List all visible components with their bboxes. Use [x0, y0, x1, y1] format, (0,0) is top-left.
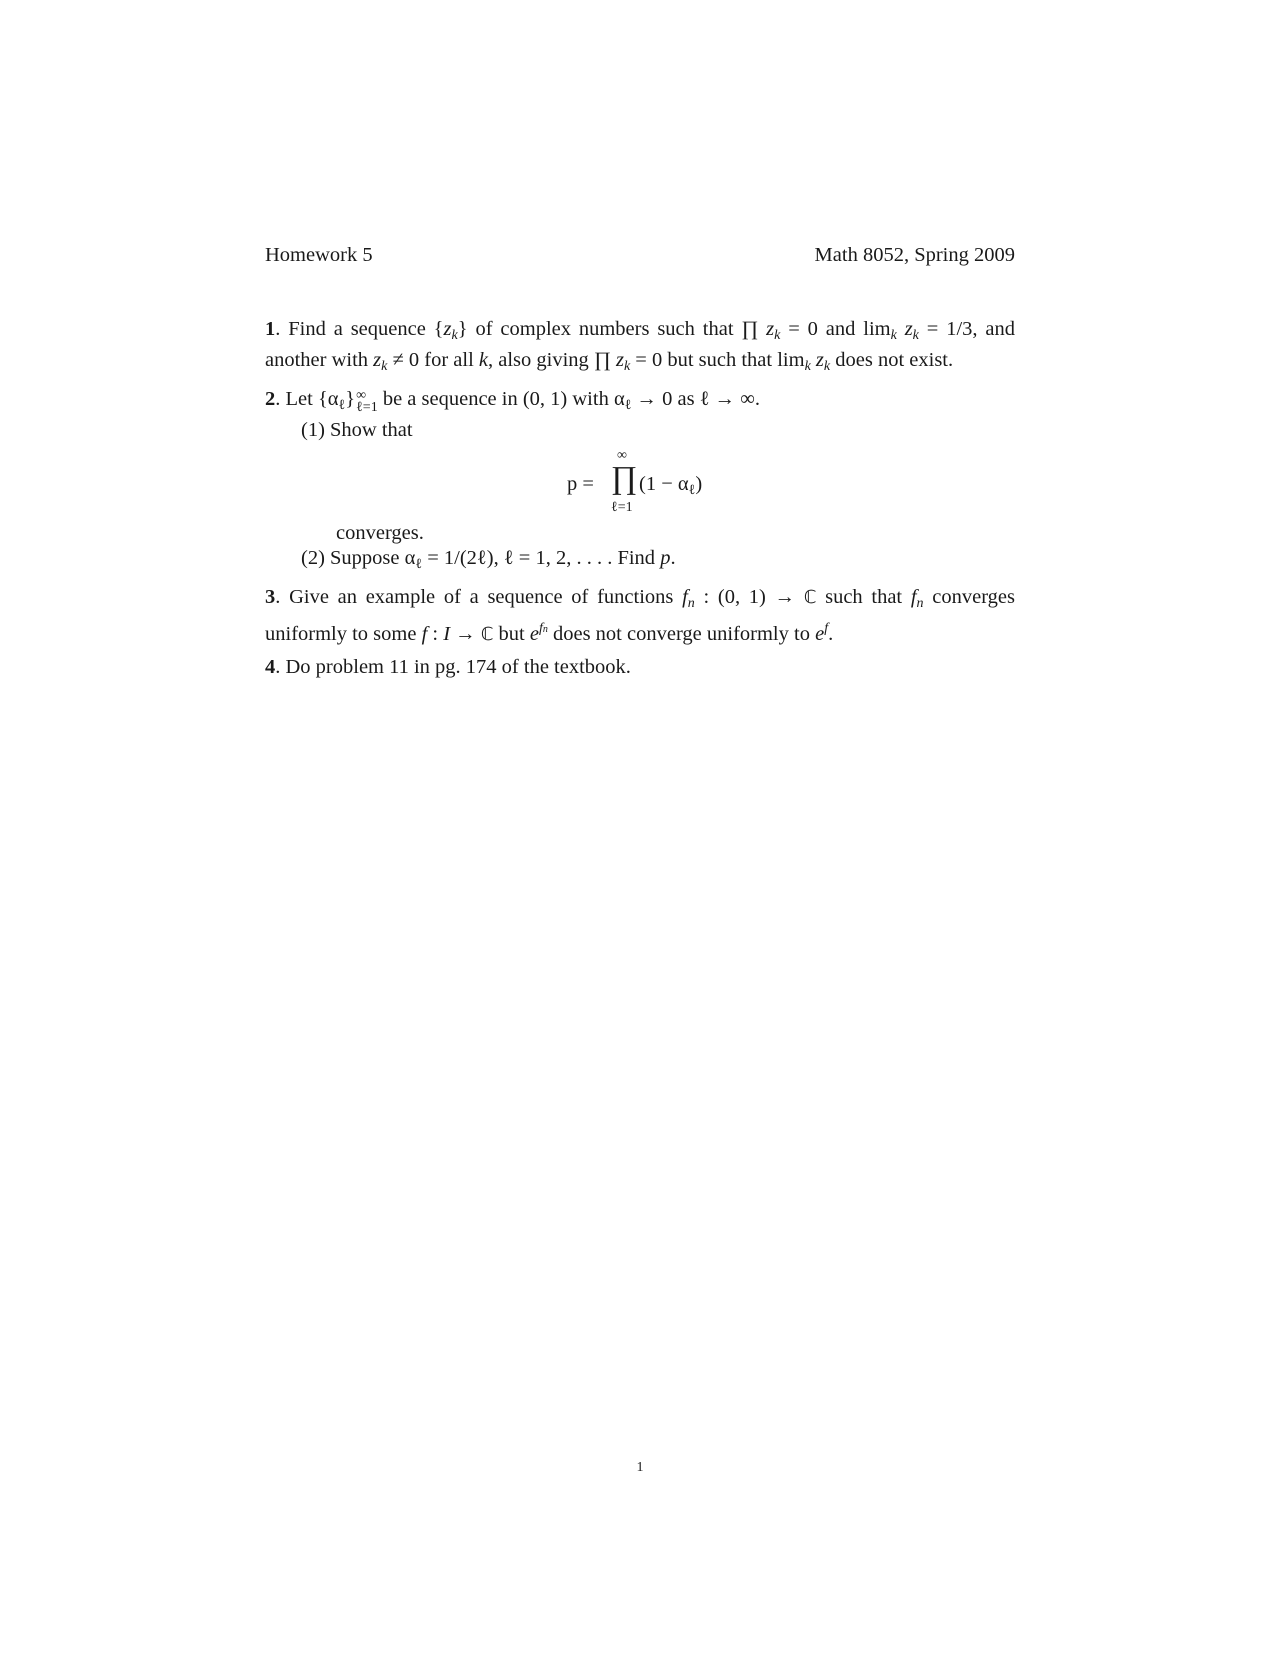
problem-4-number: 4 [265, 656, 276, 678]
problem-2-item-2: (2) Suppose $\alpha_\ell$ = 1/(2ℓ), ℓ = 1, 2, . . . . Find p. [301, 547, 676, 572]
problem-1-number: 1 [265, 318, 276, 340]
problem-2: 2. Let $\{\alpha_\ell\}$ ∞ ℓ=1 be a sequence in (0, 1) with $\alpha_\ell \to 0$ as ℓ → ∞. (1) Show that p = ∞ ∏ ℓ=1 $(1 - \alpha_\ell)$ converges. (2) Suppose $\alpha_\ell$ = 1/(2ℓ), ℓ = 1, 2, . . . . Find p. [265, 387, 1015, 577]
problem-1: 1. Find a sequence $\{z_k\}$ of complex numbers such that ∏ $z_k = 0$ and $\lim_k z_k = 1/3$, and another with $z_k \ne 0$ for all k, also giving ∏ $z_k = 0$ but such that $\lim_k z_k$ does not exist. [265, 318, 1015, 374]
converges-text: converges. [336, 522, 424, 544]
header-title: Homework 5 [265, 244, 373, 266]
problem-list [265, 317, 1015, 688]
problem-3-number: 3 [265, 586, 276, 608]
page-number: 1 [636, 1460, 644, 1475]
product-formula: p = ∞ ∏ ℓ=1 $(1 - \alpha_\ell)$ [567, 448, 703, 515]
problem-3: 3. Give an example of a sequence of functions $f_n$ : (0, 1) → ℂ such that $f_n$ converges uniformly to some f : I → ℂ but $e^{fn}$ does not converge uniformly to $e^f$. [265, 586, 1015, 645]
header-course: Math 8052, Spring 2009 [814, 244, 1015, 266]
problem-4: 4. Do problem 11 in pg. 174 of the textbook. [265, 656, 631, 678]
problem-2-item-1: (1) Show that [301, 419, 413, 441]
problem-2-number: 2 [265, 388, 276, 410]
